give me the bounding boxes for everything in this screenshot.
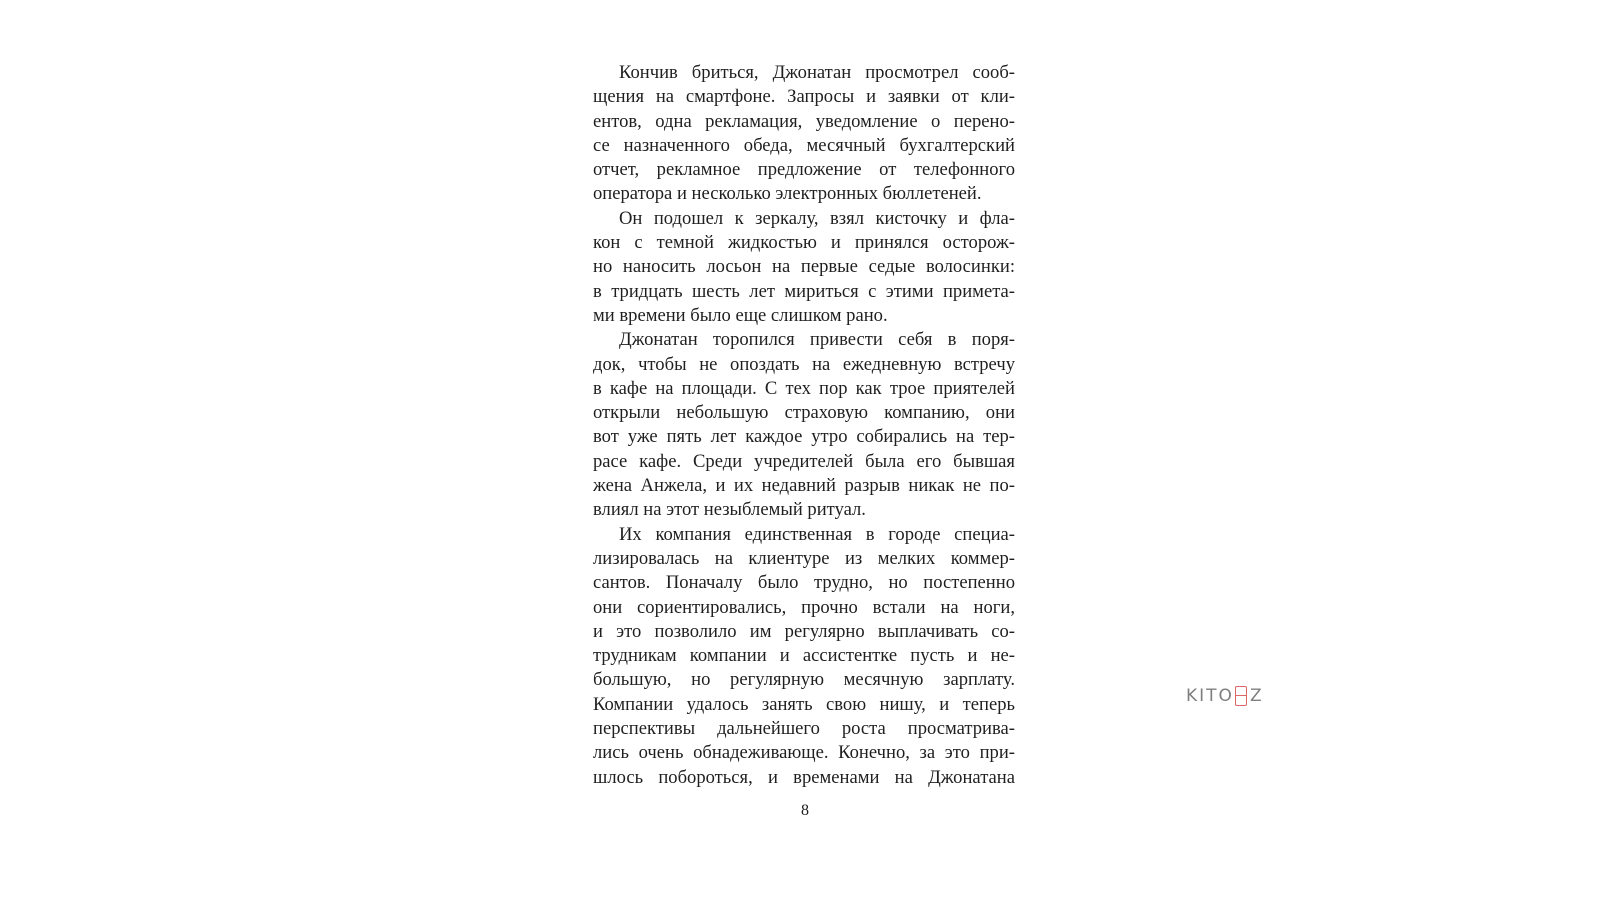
page-number: 8 [801,802,809,819]
text-line: и это позволило им регулярно выплачивать со- [593,620,1015,642]
watermark-box-icon [1235,686,1247,706]
text-line: лизировалась на клиентуре из мелких коммер- [593,547,1015,569]
body-text [593,61,1015,790]
text-line: оператора и несколько электронных бюллетеней. [593,183,982,205]
text-line: открыли небольшую страховую компанию, они [593,402,1015,424]
text-line: се назначенного обеда, месячный бухгалтерский [593,134,1015,156]
paragraph [593,523,1015,790]
text-line: док, чтобы не опоздать на ежедневную встречу [593,353,1015,375]
text-line: они сориентировались, прочно встали на ноги, [593,596,1015,618]
text-line: вот уже пять лет каждое утро собирались на тер- [593,426,1015,448]
watermark-text-left: KITO [1186,686,1234,706]
paragraph [593,61,1015,207]
text-line: влиял на этот незыблемый ритуал. [593,499,866,521]
text-line: ентов, одна рекламация, уведомление о перено- [593,110,1015,132]
watermark-text-right: Z [1249,686,1264,706]
text-line: большую, но регулярную месячную зарплату. [593,669,1015,691]
text-line: перспективы дальнейшего роста просматрива- [593,718,1015,740]
text-line: трудникам компании и ассистентке пусть и не- [593,645,1015,667]
text-line: но наносить лосьон на первые седые волосинки: [593,256,1015,278]
text-line: Джонатан торопился привести себя в поря- [619,329,1015,351]
text-line: кон с темной жидкостью и принялся осторож- [593,232,1015,254]
text-line: щения на смартфоне. Запросы и заявки от кли- [593,86,1015,108]
text-line: в тридцать шесть лет мириться с этими примета- [593,280,1015,302]
watermark-logo [1186,686,1264,706]
text-line: отчет, рекламное предложение от телефонного [593,159,1015,181]
text-line: ми времени было еще слишком рано. [593,304,888,326]
text-line: Их компания единственная в городе специа- [619,523,1015,545]
paragraph [593,207,1015,328]
text-line: расе кафе. Среди учредителей была его бывшая [593,450,1015,472]
text-line: Компании удалось занять свою нишу, и теперь [593,693,1015,715]
text-line: лись очень обнадеживающе. Конечно, за это при- [593,742,1015,764]
text-line: сантов. Поначалу было трудно, но постепенно [593,572,1015,594]
text-line: Он подошел к зеркалу, взял кисточку и фла- [619,207,1015,229]
text-line: Кончив бриться, Джонатан просмотрел сооб- [619,62,1015,83]
text-line: в кафе на площади. С тех пор как трое приятелей [593,377,1015,399]
text-line: шлось побороться, и временами на Джонатана [593,766,1015,788]
text-line: жена Анжела, и их недавний разрыв никак не по- [593,475,1015,497]
paragraph [593,328,1015,522]
